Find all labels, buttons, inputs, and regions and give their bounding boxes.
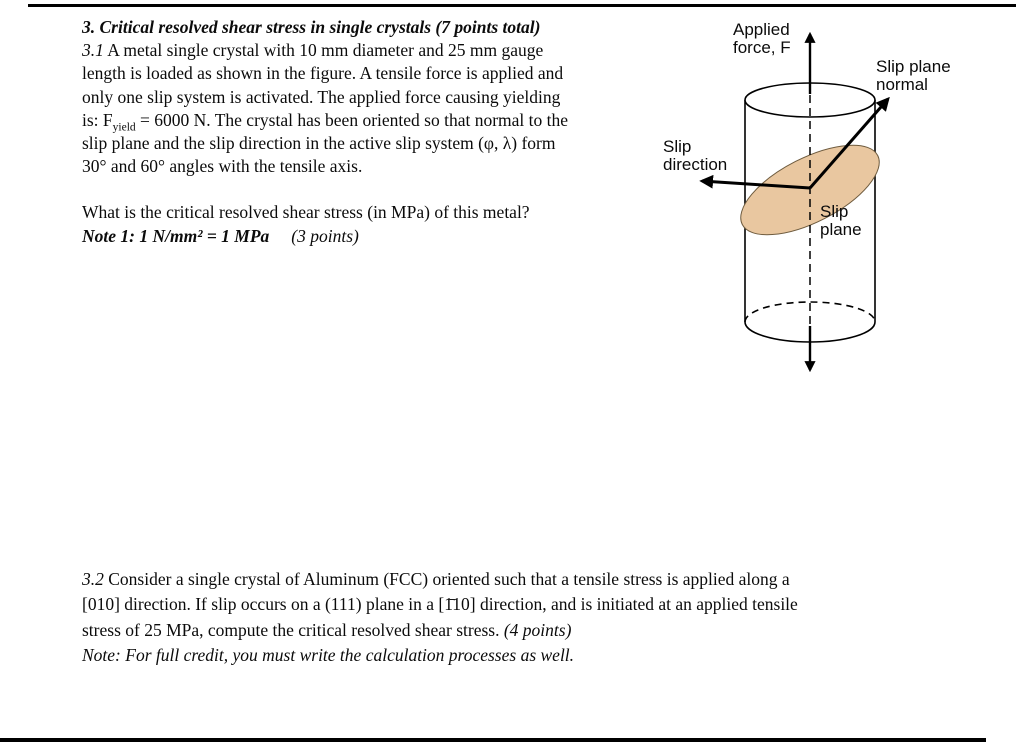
problem-3-1-block [82, 16, 662, 248]
para-3-2-line-1-text: Consider a single crystal of Aluminum (FCC) oriented such that a tensile stress is applied along a [103, 569, 790, 589]
para-3-2-line-3 [82, 618, 932, 643]
para-3-1-line-4 [82, 109, 662, 132]
para-3-2-number: 3.2 [82, 569, 104, 589]
note-3-1-text: Note 1: 1 N/mm² = 1 MPa [82, 225, 270, 246]
para-3-2-line-2: [010] direction. If slip occurs on a (111) plane in a [1̄10] direction, and is initiated at an applied tensile [82, 594, 798, 615]
para-3-1-number: 3.1 [82, 40, 104, 61]
bottom-rule [0, 738, 986, 742]
para-3-1-line-1-text: A metal single crystal with 10 mm diameter and 25 mm gauge [103, 40, 544, 61]
para-3-1-line-4-text: = 6000 N. The crystal has been oriented so that normal to the [135, 109, 569, 130]
slip-plane-label-line1: Slip [820, 202, 849, 221]
applied-force-label-line1: Applied [733, 20, 790, 39]
slip-plane-label-line2: plane [820, 220, 862, 239]
para-3-2-line-3-text: stress of 25 MPa, compute the critical resolved shear stress. [82, 619, 504, 640]
para-3-1-line-3: only one slip system is activated. The applied force causing yielding [82, 86, 561, 107]
top-rule [28, 4, 1016, 7]
slip-plane-normal-label-line1: Slip plane [876, 57, 951, 76]
paragraph-gap [82, 178, 662, 201]
para-3-1-line-1 [82, 39, 662, 62]
note-3-2: Note: For full credit, you must write the calculation processes as well. [82, 644, 575, 665]
problem-3-2-block [82, 567, 932, 668]
para-3-1-line-5: slip plane and the slip direction in the active slip system (φ, λ) form [82, 133, 556, 154]
para-3-1-line-6: 30° and 60° angles with the tensile axis. [82, 156, 363, 177]
fyield-prefix: is: F [82, 109, 113, 130]
note-3-1 [82, 225, 662, 248]
para-3-2-points: (4 points) [503, 619, 572, 640]
applied-force-label-line2: force, F [733, 38, 791, 57]
section-heading [82, 16, 662, 39]
section-heading-title: 3. Critical resolved shear stress in single crystals [82, 17, 432, 37]
section-heading-points: (7 points total) [431, 17, 541, 37]
para-3-2-line-1 [82, 567, 932, 592]
crystal-figure [640, 10, 990, 390]
slip-direction-label-line1: Slip [663, 137, 692, 156]
note-3-1-points: (3 points) [291, 225, 359, 246]
slip-plane-normal-label-line2: normal [876, 75, 928, 94]
slip-direction-label-line2: direction [663, 155, 728, 174]
fyield-subscript: yield [112, 121, 136, 134]
para-3-1-line-2: length is loaded as shown in the figure. A tensile force is applied and [82, 63, 564, 84]
question-3-1: What is the critical resolved shear stress (in MPa) of this metal? [82, 202, 530, 223]
